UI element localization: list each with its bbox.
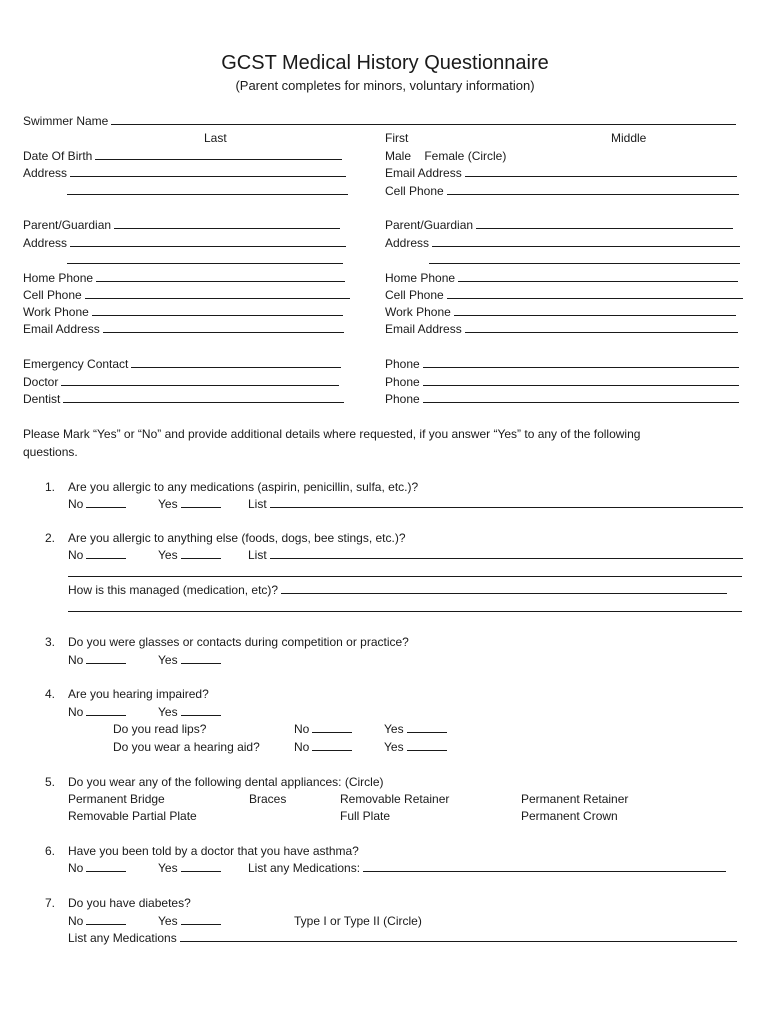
q7-medications-field[interactable] [68,931,737,945]
option-removable-retainer[interactable]: Removable Retainer [340,792,450,806]
email-label: Email Address [385,322,462,336]
middle-name-caption: Middle [611,131,647,145]
doctor-label: Doctor [23,375,59,389]
yes-label: Yes [158,548,178,562]
work-phone-label: Work Phone [385,305,451,319]
dob-label: Date Of Birth [23,149,93,163]
list-label: List [248,548,267,562]
guardian2-work-phone-field[interactable] [385,305,736,319]
q6-no-field[interactable] [68,861,126,875]
page-title: GCST Medical History Questionnaire [221,52,549,74]
question-number: 3. [45,635,56,649]
q6-medications-field[interactable] [248,861,726,875]
medications-label: List any Medications [68,931,177,945]
no-label: No [68,548,84,562]
swimmer-name-label: Swimmer Name [23,114,109,128]
phone-label: Phone [385,357,420,371]
q3-no-field[interactable] [68,653,126,667]
q3-yes-field[interactable] [158,653,221,667]
medications-label: List any Medications: [248,861,361,875]
guardian1-cell-phone-field[interactable] [23,288,350,302]
q1-no-field[interactable] [68,497,126,511]
question-text: Have you been told by a doctor that you have asthma? [68,844,359,858]
question-text: Do you were glasses or contacts during competition or practice? [68,635,409,649]
q4-hearing-aid-label: Do you wear a hearing aid? [113,740,260,754]
option-permanent-retainer[interactable]: Permanent Retainer [521,792,629,806]
q6-yes-field[interactable] [158,861,221,875]
q1-list-field[interactable] [248,497,743,511]
guardian2-home-phone-field[interactable] [385,271,738,285]
question-text: Are you allergic to anything else (foods, dogs, bee stings, etc.)? [68,531,406,545]
guardian1-address-line2[interactable] [67,253,343,267]
guardian2-field[interactable] [385,218,733,232]
q4-read-lips-label: Do you read lips? [113,722,207,736]
question-number: 4. [45,687,56,701]
dob-field[interactable] [23,149,342,163]
swimmer-name-field[interactable] [23,114,736,128]
question-number: 6. [45,844,56,858]
yes-label: Yes [158,497,178,511]
home-phone-label: Home Phone [385,271,456,285]
question-number: 7. [45,896,56,910]
no-label: No [68,914,84,928]
doctor-phone-field[interactable] [385,375,739,389]
no-label: No [68,497,84,511]
yes-label: Yes [384,740,404,754]
home-phone-label: Home Phone [23,271,94,285]
q7-type-options[interactable]: Type I or Type II (Circle) [294,914,422,928]
question-number: 5. [45,775,56,789]
option-permanent-crown[interactable]: Permanent Crown [521,809,618,823]
question-number: 1. [45,480,56,494]
address-label: Address [23,236,68,250]
q2-list-line2[interactable] [68,566,742,580]
sex-options[interactable]: Male Female (Circle) [385,149,507,163]
q2-managed-line2[interactable] [68,601,742,615]
question-number: 2. [45,531,56,545]
q2-yes-field[interactable] [158,548,221,562]
cell-phone-label: Cell Phone [385,288,444,302]
cell-phone-label: Cell Phone [23,288,82,302]
yes-label: Yes [158,653,178,667]
no-label: No [68,705,84,719]
q4-yes-field[interactable] [158,705,221,719]
swimmer-email-field[interactable] [385,166,737,180]
option-permanent-bridge[interactable]: Permanent Bridge [68,792,165,806]
first-name-caption: First [385,131,409,145]
email-label: Email Address [23,322,100,336]
phone-label: Phone [385,375,420,389]
instructions-line1: Please Mark “Yes” or “No” and provide additional details where requested, if you answer “Yes” to any of the following [23,427,641,441]
swimmer-cell-field[interactable] [385,184,739,198]
guardian2-address-line2[interactable] [429,253,740,267]
managed-label: How is this managed (medication, etc)? [68,583,279,597]
option-full-plate[interactable]: Full Plate [340,809,391,823]
instructions-line2: questions. [23,445,78,459]
dentist-field[interactable] [23,392,344,406]
q2-no-field[interactable] [68,548,126,562]
question-text: Are you hearing impaired? [68,687,209,701]
guardian1-home-phone-field[interactable] [23,271,345,285]
emergency-phone-field[interactable] [385,357,739,371]
page-subtitle: (Parent completes for minors, voluntary information) [235,78,535,93]
dentist-label: Dentist [23,392,61,406]
no-label: No [294,740,310,754]
address-label: Address [23,166,68,180]
address-label: Address [385,236,430,250]
guardian-label: Parent/Guardian [23,218,112,232]
guardian2-email-field[interactable] [385,322,738,336]
email-label: Email Address [385,166,462,180]
dentist-phone-field[interactable] [385,392,739,406]
guardian1-field[interactable] [23,218,340,232]
q7-yes-field[interactable] [158,914,221,928]
yes-label: Yes [158,861,178,875]
emergency-contact-label: Emergency Contact [23,357,129,371]
option-removable-partial-plate[interactable]: Removable Partial Plate [68,809,197,823]
yes-label: Yes [158,705,178,719]
question-text: Do you wear any of the following dental appliances: (Circle) [68,775,384,789]
phone-label: Phone [385,392,420,406]
no-label: No [294,722,310,736]
q4-read-lips-yes-field[interactable] [384,722,447,736]
cell-phone-label: Cell Phone [385,184,444,198]
guardian2-address-field[interactable] [385,236,740,250]
no-label: No [68,653,84,667]
swimmer-address-field[interactable] [23,166,346,180]
option-braces[interactable]: Braces [249,792,287,806]
q2-list-field[interactable] [248,548,743,562]
work-phone-label: Work Phone [23,305,89,319]
guardian2-cell-phone-field[interactable] [385,288,743,302]
q4-read-lips-no-field[interactable] [294,722,352,736]
question-text: Are you allergic to any medications (aspirin, penicillin, sulfa, etc.)? [68,480,419,494]
guardian1-address-field[interactable] [23,236,346,250]
list-label: List [248,497,267,511]
q4-hearing-aid-no-field[interactable] [294,740,352,754]
last-name-caption: Last [204,131,227,145]
question-text: Do you have diabetes? [68,896,191,910]
doctor-field[interactable] [23,375,339,389]
guardian-label: Parent/Guardian [385,218,474,232]
swimmer-address-line2[interactable] [67,184,348,198]
guardian1-work-phone-field[interactable] [23,305,343,319]
q4-no-field[interactable] [68,705,126,719]
guardian1-email-field[interactable] [23,322,344,336]
q2-managed-field[interactable] [68,583,727,597]
q1-yes-field[interactable] [158,497,221,511]
emergency-contact-field[interactable] [23,357,341,371]
q4-hearing-aid-yes-field[interactable] [384,740,447,754]
no-label: No [68,861,84,875]
yes-label: Yes [158,914,178,928]
yes-label: Yes [384,722,404,736]
q7-no-field[interactable] [68,914,126,928]
